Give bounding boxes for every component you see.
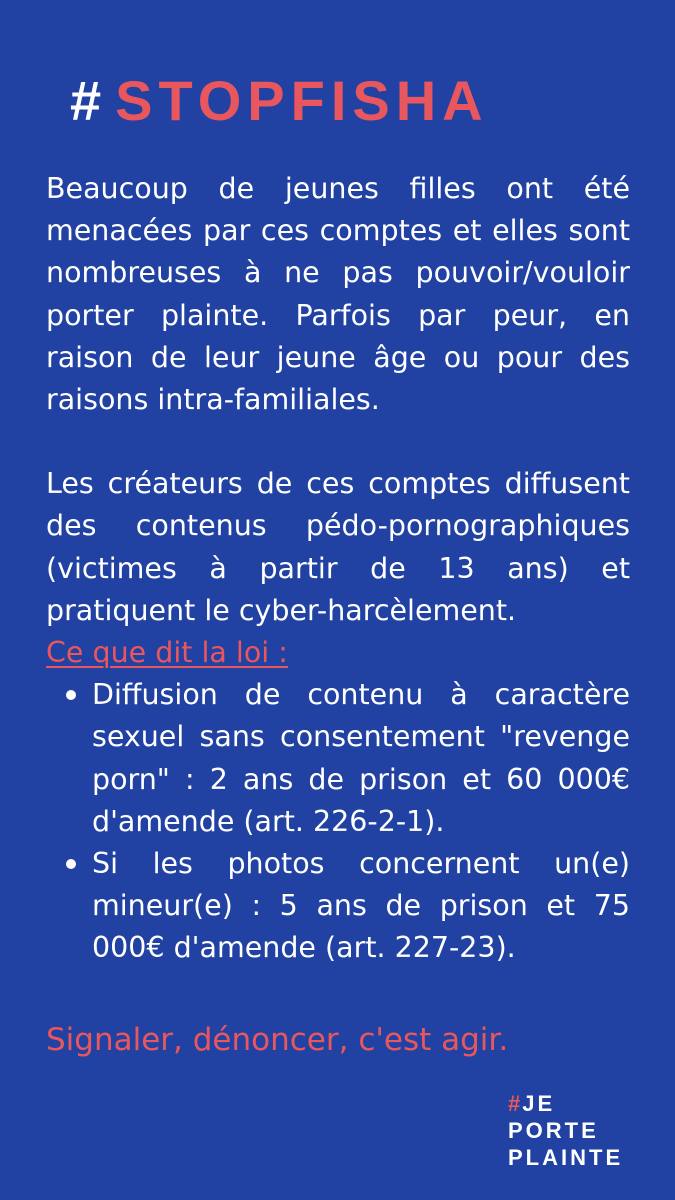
badge-line-2: PORTE bbox=[508, 1118, 599, 1143]
law-item bbox=[92, 674, 630, 843]
main-content bbox=[46, 168, 630, 970]
intro-paragraph: Beaucoup de jeunes filles ont été menacées par ces comptes et elles sont nombreuses à ne pas pouvoir/vouloir porter plainte. Parfois par peur, en raison de leur jeune âge ou pour des raisons intra-familiales. bbox=[46, 172, 630, 417]
slogan: Signaler, dénoncer, c'est agir. bbox=[46, 1022, 509, 1058]
law-item-text: Diffusion de contenu à caractère sexuel sans consentement "revenge porn" : 2 ans de prison et 60 000€ d'amende (art. 226-2-1). bbox=[92, 678, 630, 838]
badge-word-je: JE bbox=[522, 1091, 556, 1116]
bullet-icon bbox=[66, 690, 76, 700]
creators-paragraph: Les créateurs de ces comptes diffusent des contenus pédo-pornographiques (victimes à partir de 13 ans) et pratiquent le cyber-harcèlement. bbox=[46, 467, 630, 627]
law-list bbox=[46, 674, 630, 969]
hashtag-title bbox=[70, 66, 489, 136]
law-item-text: Si les photos concernent un(e) mineur(e) : 5 ans de prison et 75 000€ d'amende (art. 227-23). bbox=[92, 847, 630, 965]
badge-hash-symbol: # bbox=[508, 1091, 521, 1116]
hashtag-word: STOPFISHA bbox=[115, 69, 489, 132]
badge-line-3: PLAINTE bbox=[508, 1145, 624, 1170]
badge-line-1 bbox=[508, 1090, 623, 1117]
hashtag-symbol: # bbox=[70, 69, 108, 132]
je-porte-plainte-badge bbox=[508, 1090, 623, 1171]
paragraph-spacer bbox=[46, 421, 630, 463]
law-item bbox=[92, 843, 630, 970]
law-heading: Ce que dit la loi : bbox=[46, 636, 288, 670]
bullet-icon bbox=[66, 859, 76, 869]
